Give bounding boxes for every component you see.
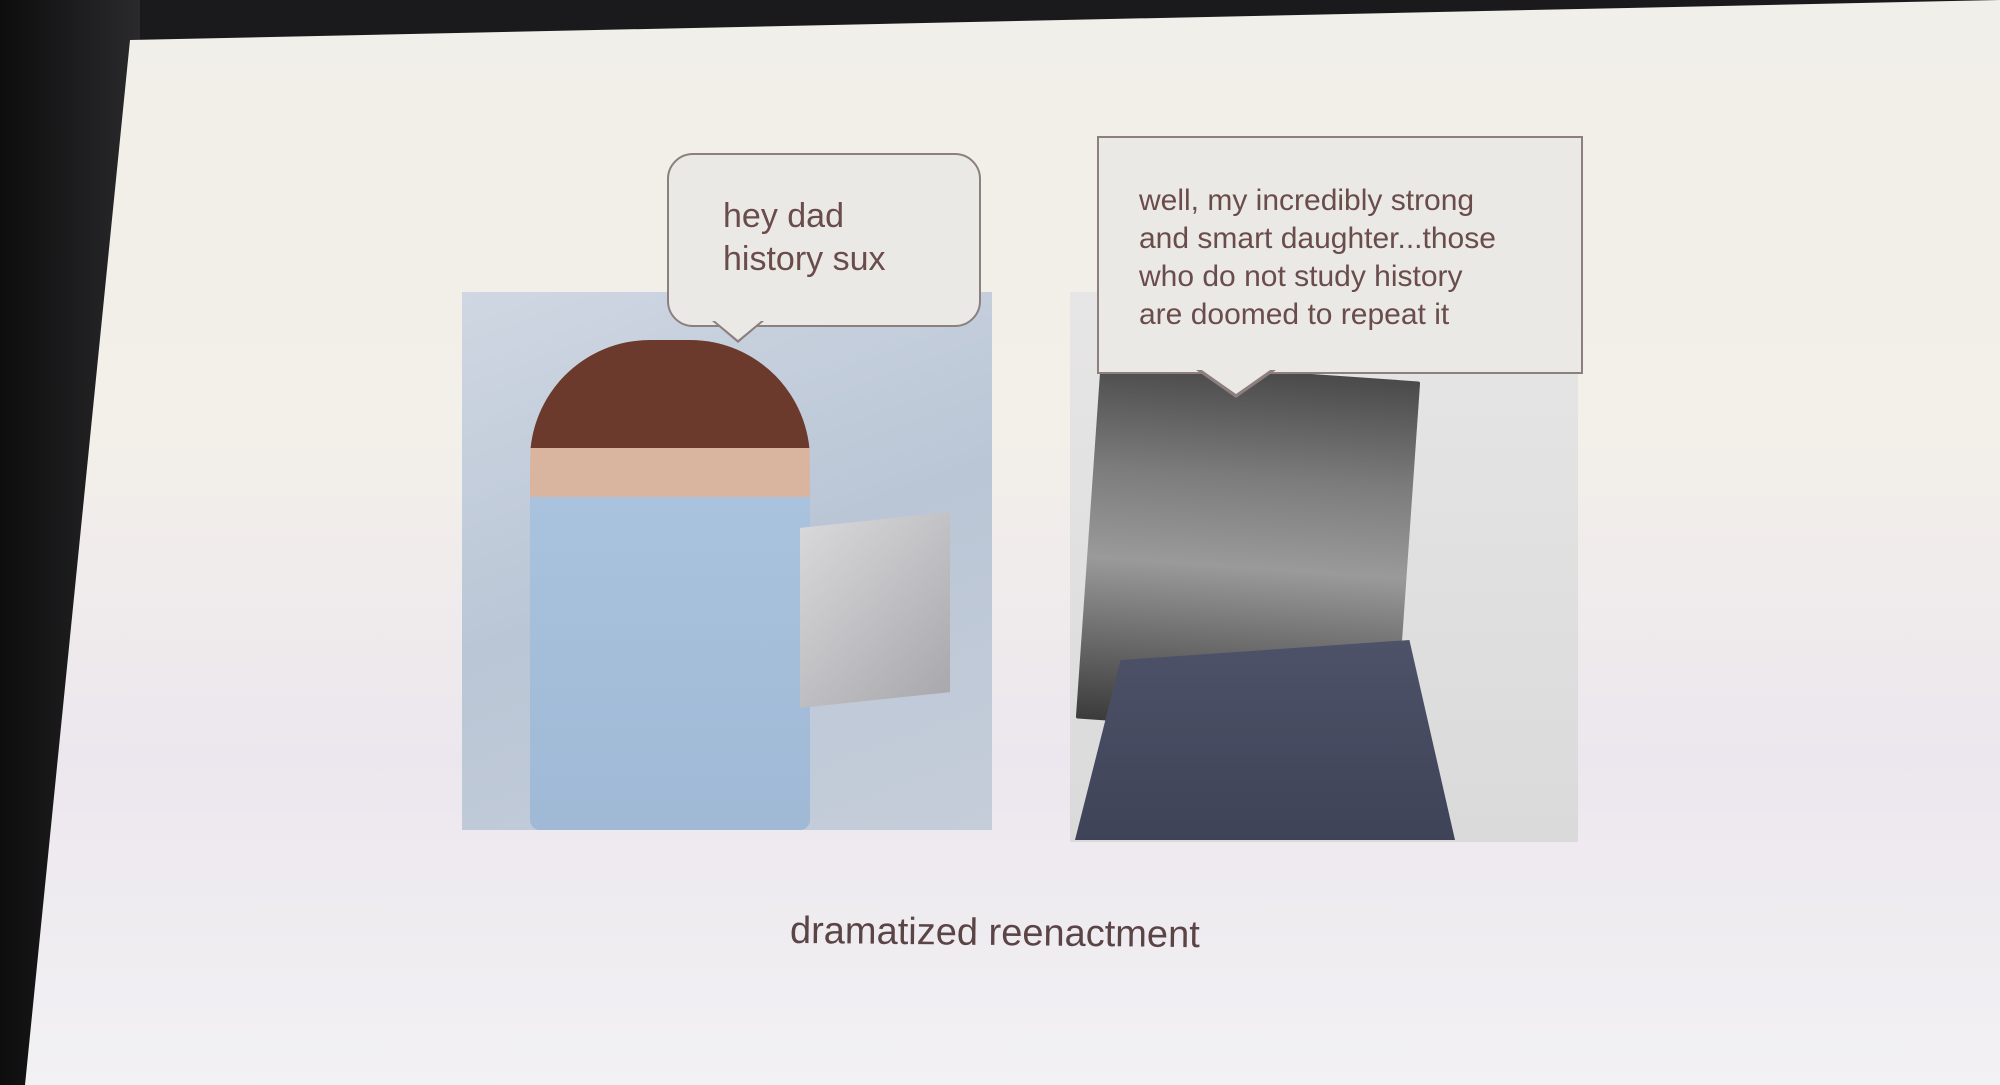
woman-figure (530, 340, 810, 830)
bubble-line: are doomed to repeat it (1139, 298, 1450, 331)
bubble-line: well, my incredibly strong (1139, 184, 1475, 217)
bubble-line: who do not study history (1139, 260, 1463, 293)
speech-bubble-father (1097, 136, 1583, 374)
bubble-line: and smart daughter...those (1139, 222, 1496, 255)
bubble-line: history sux (723, 240, 886, 278)
speech-bubble-daughter (667, 153, 981, 327)
laptop-image (800, 512, 950, 708)
speech-bubble-tail-inner (715, 321, 761, 340)
bubble-line: hey dad (723, 197, 844, 235)
suit-image (1075, 640, 1455, 840)
speech-bubble-tail-inner (1199, 368, 1273, 394)
slide-caption: dramatized reenactment (789, 909, 1200, 957)
